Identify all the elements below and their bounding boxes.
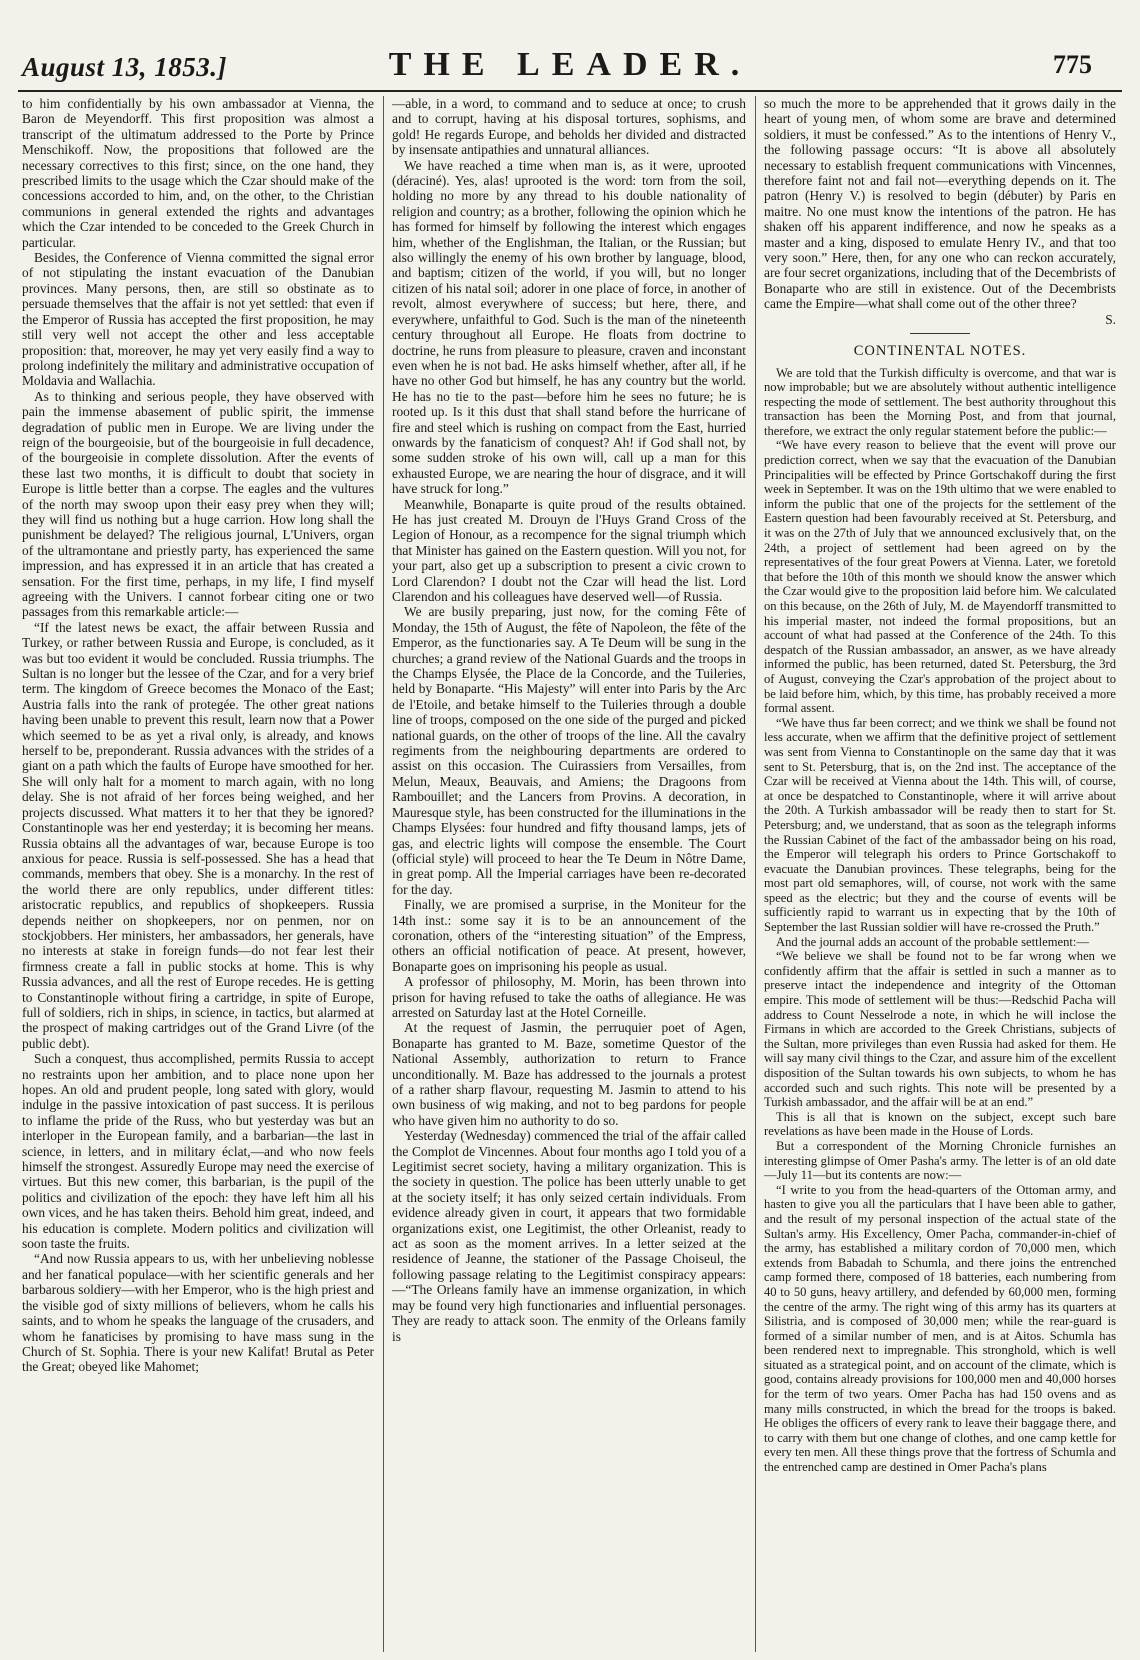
column-divider bbox=[755, 96, 756, 1652]
signature: S. bbox=[1105, 311, 1116, 327]
paragraph: Finally, we are promised a surprise, in the Moniteur for the 14th inst.: some say it is to be an announcement of the coronation, others of the “interesting situation” of the Empress, others an official notification of peace. At present, however, Bonaparte goes on imprisoning his people as usual. bbox=[392, 897, 746, 974]
paragraph: to him confidentially by his own ambassador at Vienna, the Baron de Meyendorff. This first proposition was almost a transcript of the ultimatum addressed to the Porte by Prince Menschikoff. Now, the propositions that followed are the necessary correctives to this first; since, on the one hand, they prescribed limits to the usage which the Czar should make of the concessions accorded to him, and, on the other, to the Christian communions in general extended the rights and advantages which the Czar intended to be conceded to the Greek Church in particular. bbox=[22, 96, 374, 250]
paragraph: Besides, the Conference of Vienna committed the signal error of not stipulating the instant evacuation of the Danubian provinces. Many persons, then, are still so obstinate as to persuade themselves that the affair is not yet settled: that even if the Emperor of Russia has accepted the first proposition, he may still very well not accept the other and less acceptable proposition: that, moreover, he may yet very easily find a way to prolong indefinitely the military and administrative occupation of Moldavia and Wallachia. bbox=[22, 250, 374, 389]
paragraph: A professor of philosophy, M. Morin, has been thrown into prison for having refused to take the oaths of allegiance. He was arrested on Saturday last at the Hotel Corneille. bbox=[392, 974, 746, 1020]
paragraph: so much the more to be apprehended that it grows daily in the heart of young men, of whom some are brave and determined soldiers, it must be confessed.” As to the intentions of Henry V., the following passage occurs: “It is above all absolutely necessary to establish frequent communications with Vincennes, therefore faint not and fail not—everything depends on it. The patron (Henry V.) is resolved to begin (débuter) by Paris en maitre. No one must know the intentions of the patron. He has shaken off his apparent indifference, and now he speaks as a master and a king, disposed to emulate Henry IV., and that too very soon.” Here, then, for any one who can reckon accurately, are four secret organizations, including that of the Decembrists of Bonaparte who are still in existence. Out of the Decembrists came the Empire—what shall come out of the other three? bbox=[764, 96, 1116, 312]
newspaper-title: THE LEADER. bbox=[388, 46, 752, 83]
paragraph: Meanwhile, Bonaparte is quite proud of the results obtained. He has just created M. Drouyn de l'Huys Grand Cross of the Legion of Honour, as a recompence for the signal triumph which that Minister has gained on the Eastern question. Will you not, for your part, also get up a subscription to present a civic crown to Lord Clarendon? I doubt not the Czar will head the list. Lord Clarendon and his colleagues have deserved well—of Russia. bbox=[392, 496, 746, 604]
section-heading: CONTINENTAL NOTES. bbox=[853, 343, 1027, 360]
paragraph: Yesterday (Wednesday) commenced the trial of the affair called the Complot de Vincennes. About four months ago I told you of a Legitimist secret society, having a military organization. This is the society in question. The police has been utterly unable to get at the society itself; it has only seized certain individuals. From evidence already given in court, it appears that two formidable organizations exist, one Legitimist, the other Orleanist, ready to act as soon as the moment arrives. In a letter seized at the residence of Jeanne, the stationer of the Passage Choiseul, the following passage relating to the Legitimist conspiracy appears:—“The Orleans family have an immense organization, in which may be found very high functionaries and influential personages. They are ready to attack soon. The enmity of the Orleans family is bbox=[392, 1128, 746, 1344]
quoted-paragraph: “We believe we shall be found not to be far wrong when we confidently affirm that the affair is settled in such a manner as to preserve intact the independence and integrity of the Ottoman empire. This mode of settlement will be thus:—Redschid Pacha will address to Count Nesselrode a note, in which he will inclose the Firmans in which are accorded to the Greek Christians, subjects of the Sultan, more privileges than even Russia had asked for them. He will say many civil things to the Czar, and assure him of the excellent disposition of the Sultan towards his own subjects, to whom he has accorded such and such rights. This note will be presented by a Turkish ambassador, and the affair will be at an end.” bbox=[764, 949, 1116, 1110]
quoted-paragraph: “We have thus far been correct; and we think we shall be found not less accurate, when we affirm that the definitive project of settlement was sent from Vienna to Constantinople on the same day that it was sent to St. Petersburg, that is, on the 2nd inst. The acceptance of the Czar will be received at Vienna about the 14th. This will, of course, at once be despatched to Constantinople, where it will arrive about the 20th. A Turkish ambassador will be ready then to start for St. Petersburg; and, we understand, that as soon as the telegraph informs the Russian Cabinet of the fact of the ambassador being on his road, the Emperor will telegraph his orders to Prince Gortschakoff to evacuate the Danubian provinces. These telegraphs, being for the most part old semaphores, will, of course, not work with the same speed as the electric; but they and the course of events will be sufficiently rapid to warrant us in expecting that by the 10th of September the last Russian soldier will have re-crossed the Pruth.” bbox=[764, 715, 1116, 935]
quoted-paragraph: “I write to you from the head-quarters of the Ottoman army, and hasten to give you all the particulars that I have been able to gather, and the result of my personal inspection of the actual state of the Sultan's army. His Excellency, Omer Pacha, commander-in-chief of the army, has established a military cordon of 70,000 men, which extends from Babadah to Schumla, and there joins the entrenched camp formed there, composed of 18 batteries, each numbering from 40 to 50 guns, heavy artillery, and defended by 60,000 men, forming the centre of the army. The right wing of this army has its quarters at Silistria, and is composed of 30,000 men; while the rear-guard is formed of a similar number of men, and is at Aitos. Schumla has been rendered next to impregnable. This stronghold, which is well situated as a strategical point, and on account of the climate, which is good, contains already provisions for 100,000 men and 40,000 horses for the term of two years. Omer Pacha has had 150 ovens and as many mills constructed, in which the bread for the troops is baked. He obliges the officers of every rank to leave their baggage there, and to carry with them but one change of clothes, and one camp kettle for every ten men. All these things prove that the fortress of Schumla and the entrenched camp are destined in Omer Pacha's plans bbox=[764, 1182, 1116, 1475]
paragraph: But a correspondent of the Morning Chronicle furnishes an interesting glimpse of Omer Pasha's army. The letter is of an old date—July 11—but its contents are now:— bbox=[764, 1138, 1116, 1183]
issue-date: August 13, 1853.] bbox=[22, 52, 228, 82]
quoted-paragraph: Such a conquest, thus accomplished, permits Russia to accept no restraints upon her ambition, and to place none upon her hopes. An old and prudent people, long sated with glory, would indulge in the passive intoxication of past success. It is perilous to inflame the pride of the Russ, who but yesterday was but an interloper in the European family, and a barbarian—the last in science, in letters, and in military éclat,—and who now feels himself the strongest. Assuredly Europe may need the exercise of virtues. But this new comer, this barbarian, is the pupil of the politics and civilization of the epoch: they have left him all his own vices, and he has taken theirs. Behold him great, indeed, and his education is complete. Modern politics and civilization will soon taste the fruits. bbox=[22, 1051, 374, 1252]
continental-notes bbox=[764, 366, 1116, 1475]
column-divider bbox=[383, 96, 384, 1652]
section-divider bbox=[910, 333, 970, 334]
page-number: 775 bbox=[1053, 50, 1092, 79]
quoted-paragraph: “And now Russia appears to us, with her unbelieving noblesse and her fanatical populace—with her scientific generals and her barbarous soldiery—with her Emperor, who is the high priest and the visible god of sixty millions of believers, whom he calls his saints, and to whom he speaks the language of the crusaders, and whom he fanaticises by promising to have mass sung in the Church of St. Sophia. There is your new Kalifat! Brutal as Peter the Great; obeyed like Mahomet; bbox=[22, 1251, 374, 1375]
masthead-rule bbox=[18, 90, 1122, 92]
paragraph: We are told that the Turkish difficulty is overcome, and that war is now improbable; but we are absolutely without authentic intelligence respecting the mode of settlement. The best authority throughout this transaction has been the Morning Post, and from that journal, therefore, we extract the only regular statement before the public:— bbox=[764, 365, 1116, 438]
quoted-paragraph: “If the latest news be exact, the affair between Russia and Turkey, or rather between Russia and Europe, is concluded, as it was but too evident it would be concluded. Russia triumphs. The Sultan is no longer but the lessee of the Czar, and for a very brief term. The kingdom of Greece becomes the Monaco of the East; Austria falls into the rank of protegée. The other great nations having been unable to prevent this result, learn now that a Power which seemed to be as yet a rival only, is already, and knows herself to be, preponderant. Russia advances with the strides of a giant on a path which the faults of Europe have smoothed for her. She will only halt for a moment to march again, with no long delay. She is not afraid of her forces being weighed, and her projects discussed. What matters it to her that they be ignored? Constantinople was her end yesterday; it is becoming her means. Russia obtains all the advantages of war, because Europe is too anxious for peace. Russia is self-possessed. She has a head that commands, members that obey. She is a monarchy. In the rest of the world there are only republics, under different titles: aristocratic republics, and republics of shopkeepers. Russia depends neither on shopkeepers, nor on penmen, nor on stockjobbers. Her ministers, her ambassadors, her generals, have no interests at stake in foreign funds—do not fear lest their firmness create a fall in public stocks at home. This is why Russia advances, and all the rest of Europe recedes. He is getting to Constantinople without firing a cartridge, in spite of Europe, full of soldiers, rich in ships, in science, in tactics, but alarmed at the prospect of making cartridges out of the Grand Livre (of the public debt). bbox=[22, 619, 374, 1051]
column-3 bbox=[764, 96, 1116, 1652]
masthead bbox=[18, 8, 1122, 90]
column-1 bbox=[22, 96, 374, 1652]
paragraph: —able, in a word, to command and to seduce at once; to crush and to corrupt, having at his disposal tortures, sophisms, and gold! He regards Europe, and beholds her divided and distracted by insensate antipathies and unnatural alliances. bbox=[392, 96, 746, 158]
paragraph: As to thinking and serious people, they have observed with pain the immense abasement of public spirit, the immense degradation of public men in Europe. We are living under the reign of the bourgeoisie, but of the bourgeoisie in full decadence, of the bourgeoisie in complete dissolution. After the events of these last two months, it is difficult to doubt that society in Europe is little better than a corpse. The eagles and the vultures of the north may swoop upon their easy prey when they will; they will find us nothing but a huge carrion. How long shall the punishment be delayed? The religious journal, L'Univers, organ of the ultramontane and priestly party, has experienced the same impression, and has expressed it in an article that has created a sensation. For the first time, perhaps, in my life, I find myself agreeing with the Univers. I cannot forbear citing one or two passages from this remarkable article:— bbox=[22, 388, 374, 620]
paragraph: And the journal adds an account of the probable settlement:— bbox=[776, 934, 1089, 949]
paragraph: At the request of Jasmin, the perruquier poet of Agen, Bonaparte has granted to M. Baze, sometime Questor of the National Assembly, authorization to return to France unconditionally. M. Baze has addressed to the journals a protest of a rather sharp flavour, requesting M. Jasmin to attend to his own business of wig making, and not to beg pardons for people who have given him no authority to do so. bbox=[392, 1020, 746, 1128]
quoted-paragraph: “We have every reason to believe that the event will prove our prediction correct, when we say that the evacuation of the Danubian Principalities will be effected by Prince Gortschakoff during the first week in September. It was on the 19th ultimo that we were enabled to inform the public that one of the projects for the settlement of the Eastern question had been favourably received at St. Petersburg, and it was on the 27th of July that we announced exclusively that, on the 24th, a project of settlement had been agreed on by the representatives of the four great Powers at Vienna. Later, we foretold that before the 10th of this month we should know the answer which the Czar would give to the proposition laid before him. We calculated on this because, on the 26th of July, M. de Mayendorff transmitted to his imperial master, not indeed the formal propositions, but an account of what had passed at the Conference of the 24th. To this despatch of the Russian ambassador, an answer, as we have already informed the public, has been returned, dated St. Petersburg, the 3rd of August, conveying the Czar's approbation of the project about to be laid before him, which, by this time, has probably received a more formal assent. bbox=[764, 438, 1116, 716]
column-2 bbox=[392, 96, 746, 1652]
paragraph: We have reached a time when man is, as it were, uprooted (déraciné). Yes, alas! uprooted is the word: torn from the soil, holding no more by any thread to his double nationality of religion and country; as a brother, following the opinion which he has formed for himself by following the interest which engages him, whether of the Englishman, the Italian, or the Russian; but also willingly the enemy of his own brother by language, blood, and baptism; citizen of the world, if you will, but no longer citizen of his natal soil; adorer in one place of force, in another of revolt, almost everywhere of success; but here, there, and everywhere, unfaithful to God. Such is the man of the nineteenth century throughout all Europe. He floats from doctrine to doctrine, he runs from pleasure to pleasure, craven and inconstant even when he is not bad. He asks himself whether, after all, if he have no other God but himself, he has any country but the world. He has no tie to the past—before him he sees no future; he is rooted up. Is it this dust that shall stand before the hurricane of fire and steel which is rushing on compact from the East, hurried onwards by the fanaticism of conquest? Ah! if God shall not, by some sudden stroke of his own will, call up a man for this exhausted Europe, we are nearing the hour of disgrace, and it will have struck for long.” bbox=[392, 157, 746, 497]
paragraph: This is all that is known on the subject, except such bare revelations as have been made in the House of Lords. bbox=[764, 1109, 1116, 1139]
paragraph: We are busily preparing, just now, for the coming Fête of Monday, the 15th of August, the fête of Napoleon, the fête of the Emperor, as the functionaries say. A Te Deum will be sung in the churches; a grand review of the National Guards and the troops in the Champs Elysée, the Place de la Concorde, and the Tuileries, held by Bonaparte. “His Majesty” will enter into Paris by the Arc de l'Etoile, and betake himself to the Tuileries through a double line of troops, composed on the one side of the purged and picked national guards, on the other of troops of the line. All the cavalry regiments from the neighbouring departments are ordered to assist on this occasion. The Cuirassiers from Versailles, from Melun, Meaux, Beauvais, and Amiens; the Dragoons from Rambouillet; and the Lancers from Provins. A decoration, in Mauresque style, has been constructed for the illuminations in the Champs Elysées: four hundred and fifty thousand lamps, jets of gas, and electric lights will compose the ensemble. The Court (official style) will proceed to hear the Te Deum in Nôtre Dame, in great pomp. All the Imperial carriages have been re-decorated for the day. bbox=[392, 604, 746, 897]
